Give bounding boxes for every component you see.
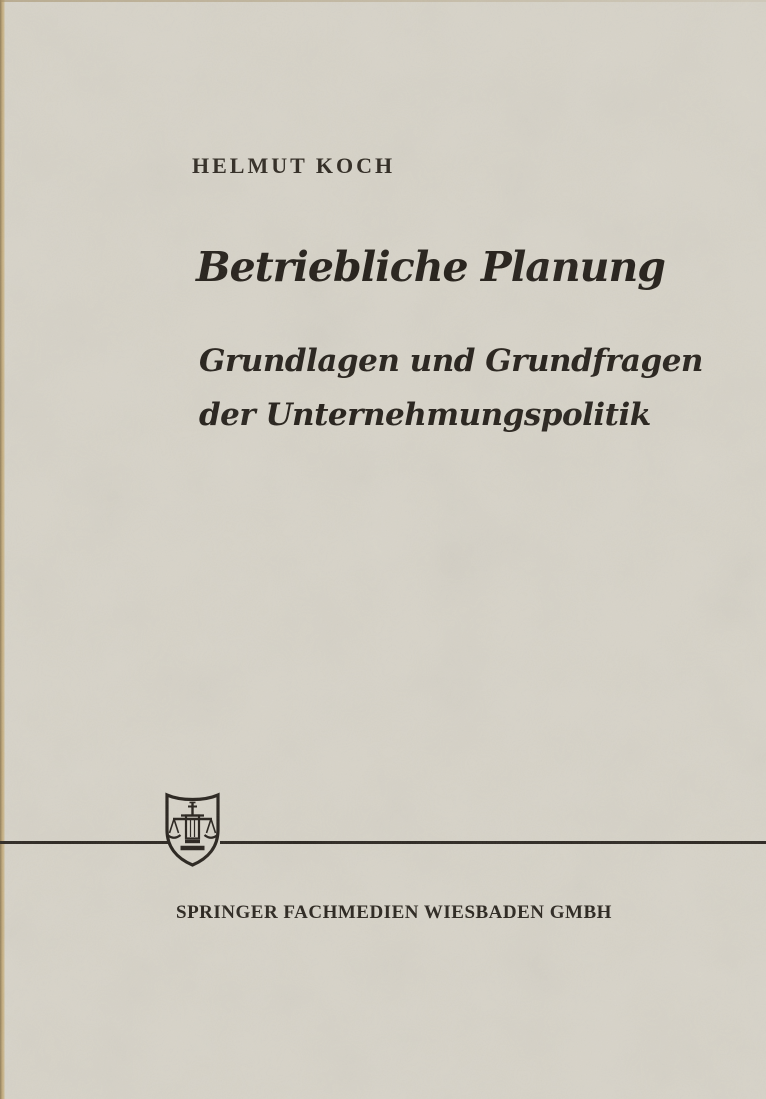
author-name: HELMUT KOCH (192, 153, 396, 178)
left-pan-cord-b (174, 819, 179, 833)
right-pan-bowl (205, 835, 218, 838)
left-pan-bowl (168, 835, 181, 838)
horizontal-rule-right (220, 841, 766, 844)
book-title: Betriebliche Planung (196, 243, 665, 291)
publisher-name: SPRINGER FACHMEDIEN WIESBADEN GMBH (176, 902, 612, 923)
book-subtitle (199, 334, 703, 442)
subtitle-line-2: der Unternehmungspolitik (199, 397, 651, 433)
right-pan-cord-a (207, 819, 212, 833)
scales-in-shield-icon (163, 792, 222, 868)
subtitle-line-1: Grundlagen und Grundfragen (199, 343, 703, 379)
right-pan-cord-b (211, 819, 216, 833)
horizontal-rule-left (0, 841, 168, 844)
left-pan-cord-a (170, 819, 175, 833)
page-left-edge (0, 0, 5, 1099)
page-top-edge (0, 0, 766, 2)
